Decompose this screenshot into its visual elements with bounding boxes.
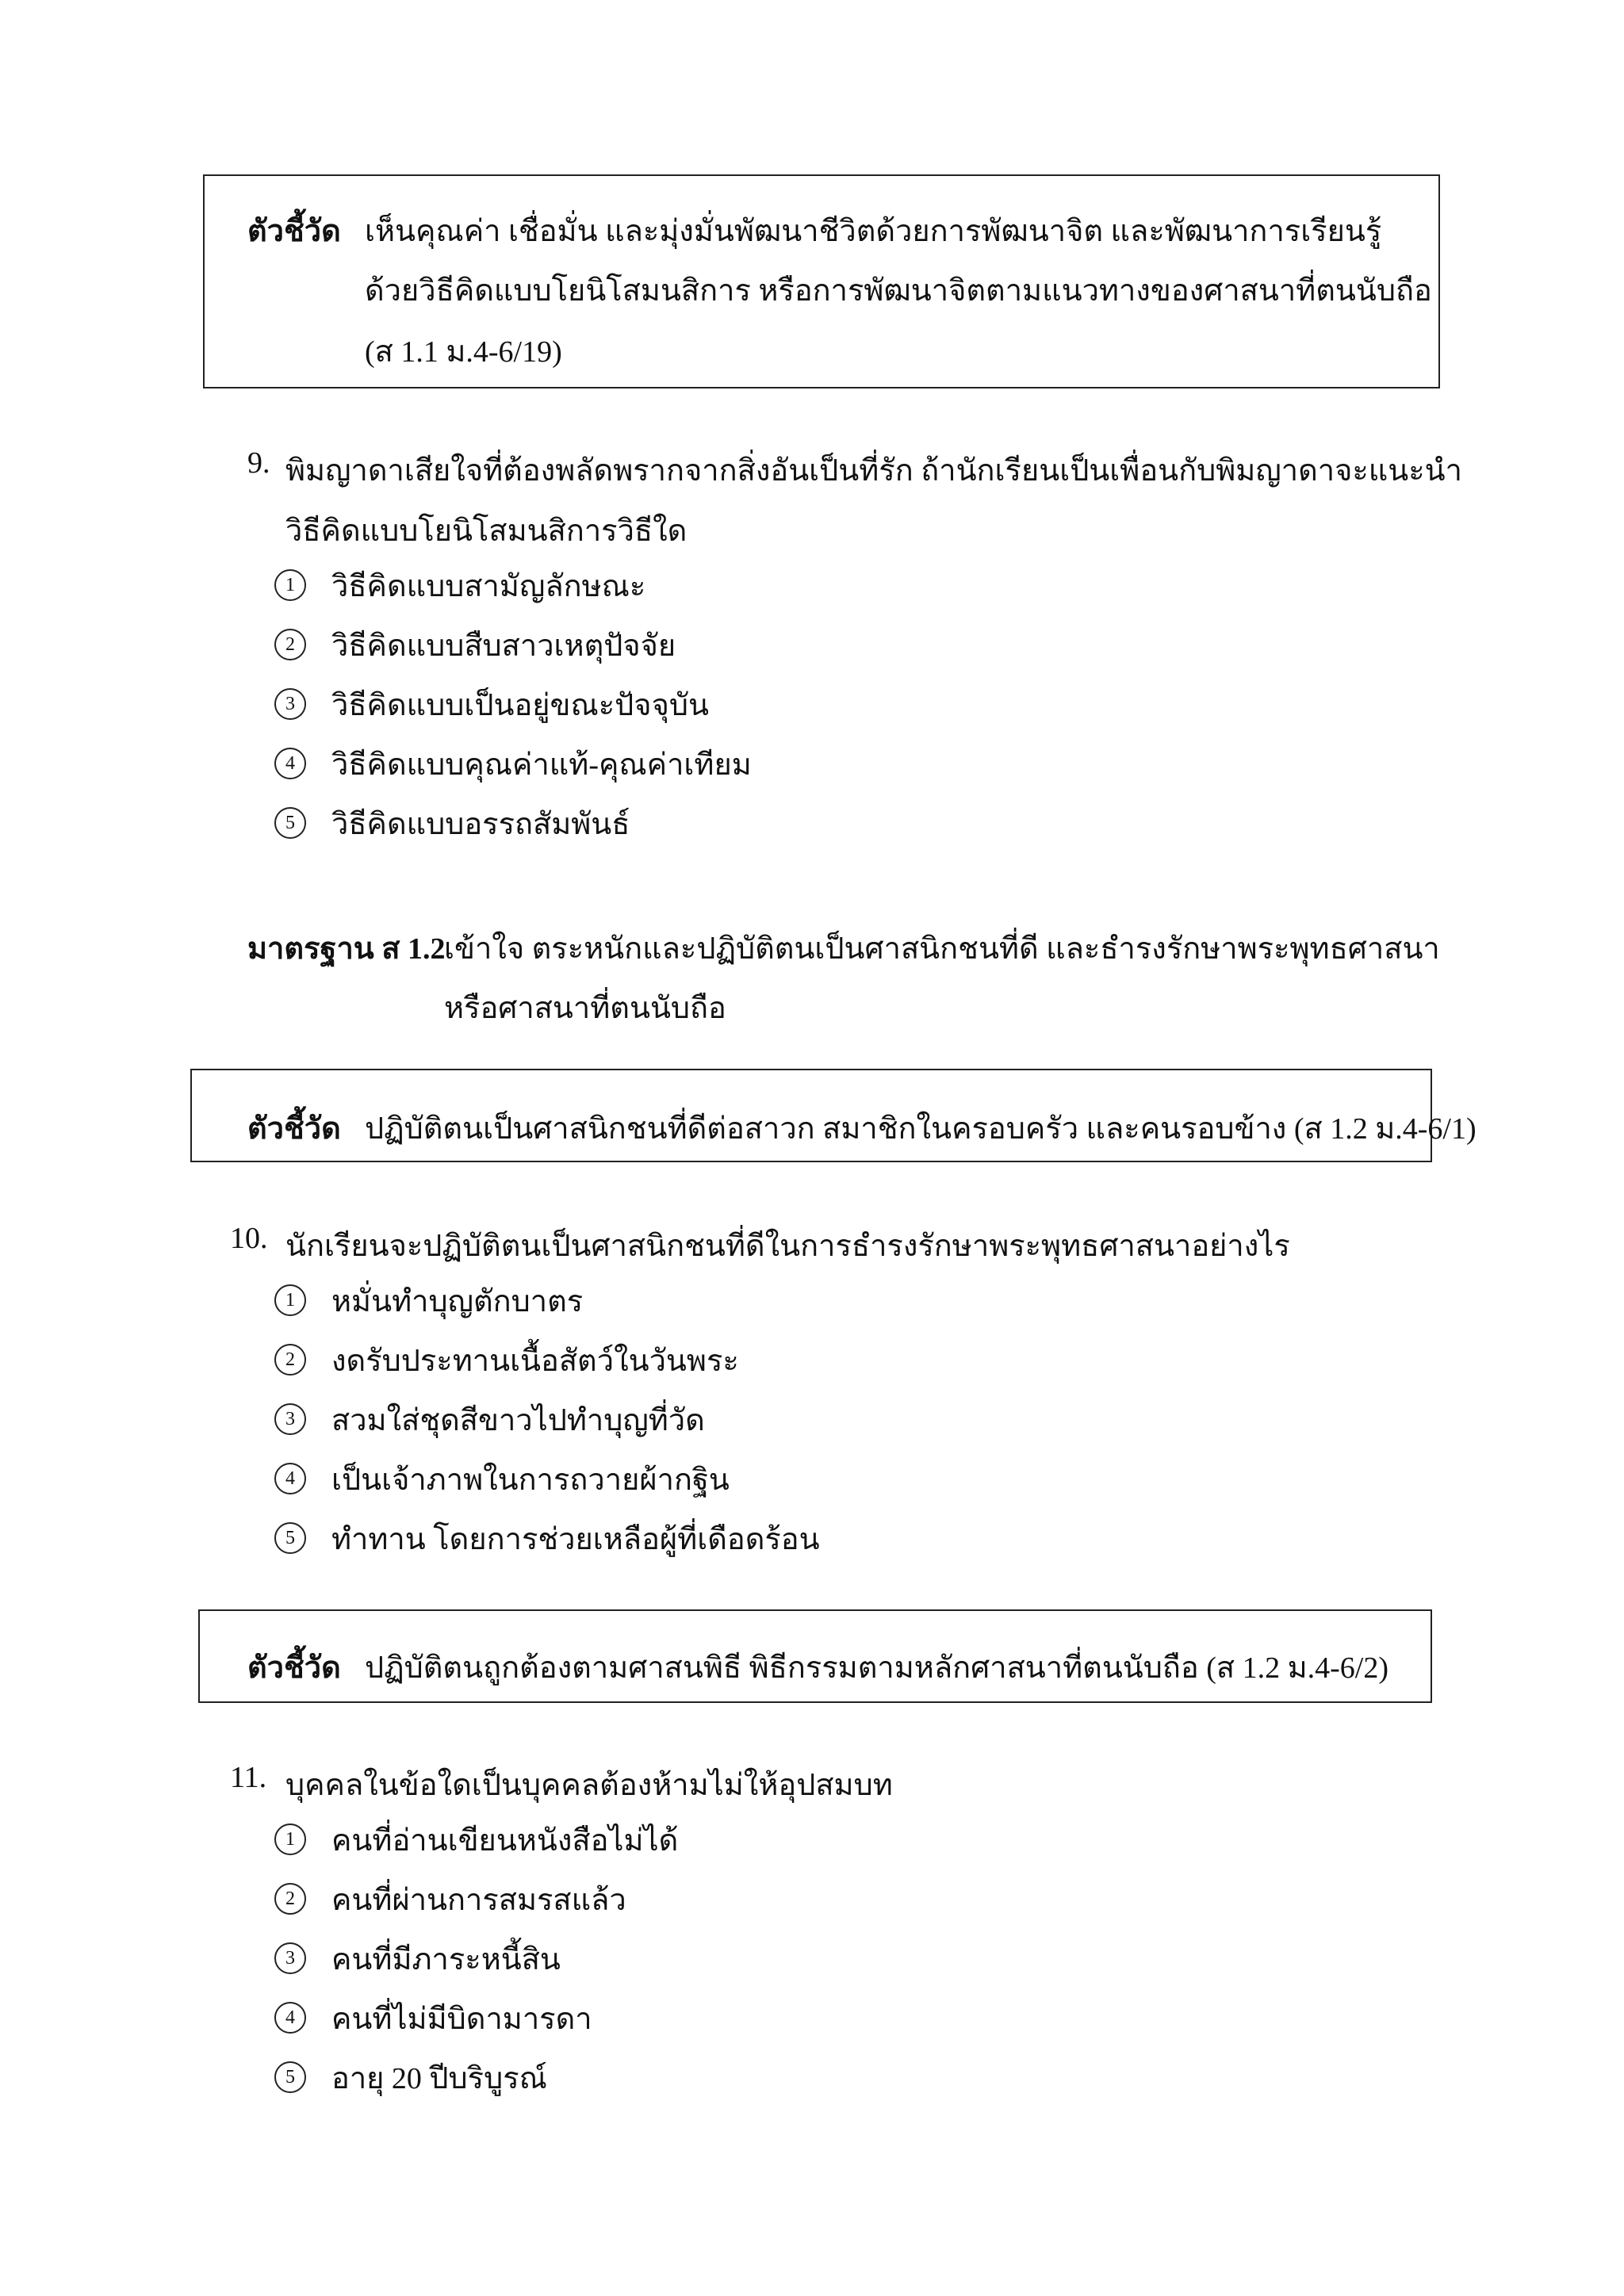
answer-option[interactable] — [274, 625, 676, 664]
option-number-circle: 1 — [274, 1823, 306, 1855]
answer-option[interactable] — [274, 1518, 820, 1558]
option-number-circle: 3 — [274, 688, 306, 720]
indicator-text: ปฏิบัติตนเป็นศาสนิกชนที่ดีต่อสาวก สมาชิกในครอบครัว และคนรอบข้าง (ส 1.2 ม.4-6/1) — [365, 1112, 1477, 1146]
question-number: 10. — [230, 1222, 268, 1255]
option-text: เป็นเจ้าภาพในการถวายผ้ากฐิน — [331, 1463, 730, 1497]
answer-option[interactable] — [274, 684, 709, 724]
answer-option[interactable] — [274, 744, 752, 783]
question-text-line-1: นักเรียนจะปฏิบัติตนเป็นศาสนิกชนที่ดีในการธำรงรักษาพระพุทธศาสนาอย่างไร — [285, 1230, 1290, 1263]
question-number: 9. — [247, 446, 270, 480]
answer-option[interactable] — [274, 1399, 705, 1439]
answer-option[interactable] — [274, 803, 630, 843]
standard-text-line-1: เข้าใจ ตระหนักและปฏิบัติตนเป็นศาสนิกชนที่ดี และธำรงรักษาพระพุทธศาสนา — [444, 932, 1440, 966]
answer-option[interactable] — [274, 1340, 739, 1380]
indicator-text-line-2: ด้วยวิธีคิดแบบโยนิโสมนสิการ หรือการพัฒนาจิตตามแนวทางของศาสนาที่ตนนับถือ — [365, 274, 1432, 308]
standard-label: มาตรฐาน ส 1.2 — [247, 932, 446, 966]
option-number-circle: 2 — [274, 629, 306, 660]
indicator-code: (ส 1.1 ม.4-6/19) — [365, 335, 562, 369]
option-text: วิธีคิดแบบเป็นอยู่ขณะปัจจุบัน — [331, 688, 709, 722]
option-number-circle: 1 — [274, 1284, 306, 1316]
indicator-label: ตัวชี้วัด — [247, 1112, 341, 1146]
indicator-label: ตัวชี้วัด — [247, 215, 341, 248]
option-text: ทำทาน โดยการช่วยเหลือผู้ที่เดือดร้อน — [331, 1522, 820, 1556]
option-text: วิธีคิดแบบอรรถสัมพันธ์ — [331, 807, 630, 841]
option-number-circle: 4 — [274, 1463, 306, 1494]
option-text: คนที่อ่านเขียนหนังสือไม่ได้ — [331, 1823, 679, 1858]
option-number-circle: 3 — [274, 1403, 306, 1435]
answer-option[interactable] — [274, 1459, 730, 1498]
option-text: งดรับประทานเนื้อสัตว์ในวันพระ — [331, 1344, 739, 1378]
answer-option[interactable] — [274, 1998, 592, 2038]
option-text: คนที่มีภาระหนี้สิน — [331, 1942, 561, 1976]
option-text: วิธีคิดแบบสามัญลักษณะ — [331, 569, 646, 603]
answer-option[interactable] — [274, 565, 645, 605]
answer-option[interactable] — [274, 1938, 561, 1978]
indicator-label: ตัวชี้วัด — [247, 1651, 341, 1685]
option-number-circle: 5 — [274, 1522, 306, 1554]
option-number-circle: 1 — [274, 569, 306, 601]
question-text-line-1: บุคคลในข้อใดเป็นบุคคลต้องห้ามไม่ให้อุปสมบท — [285, 1769, 893, 1802]
question-text-line-1: พิมญาดาเสียใจที่ต้องพลัดพรากจากสิ่งอันเป็นที่รัก ถ้านักเรียนเป็นเพื่อนกับพิมญาดาจะแนะนำ — [285, 454, 1462, 488]
question-number: 11. — [230, 1761, 267, 1794]
standard-text-line-2: หรือศาสนาที่ตนนับถือ — [444, 992, 726, 1025]
option-number-circle: 5 — [274, 2061, 306, 2093]
answer-option[interactable] — [274, 1879, 626, 1919]
indicator-text: ปฏิบัติตนถูกต้องตามศาสนพิธี พิธีกรรมตามหลักศาสนาที่ตนนับถือ (ส 1.2 ม.4-6/2) — [365, 1651, 1388, 1685]
option-text: อายุ 20 ปีบริบูรณ์ — [331, 2061, 547, 2095]
indicator-text-line-1: เห็นคุณค่า เชื่อมั่น และมุ่งมั่นพัฒนาชีวิตด้วยการพัฒนาจิต และพัฒนาการเรียนรู้ — [365, 215, 1382, 248]
question-text-line-2: วิธีคิดแบบโยนิโสมนสิการวิธีใด — [285, 515, 688, 548]
option-number-circle: 3 — [274, 1942, 306, 1974]
answer-option[interactable] — [274, 1280, 583, 1320]
option-number-circle: 2 — [274, 1883, 306, 1915]
option-text: วิธีคิดแบบคุณค่าแท้-คุณค่าเทียม — [331, 748, 752, 782]
option-number-circle: 4 — [274, 2002, 306, 2034]
answer-option[interactable] — [274, 1820, 678, 1859]
option-text: สวมใส่ชุดสีขาวไปทำบุญที่วัด — [331, 1403, 705, 1437]
option-text: วิธีคิดแบบสืบสาวเหตุปัจจัย — [331, 629, 676, 663]
option-number-circle: 5 — [274, 807, 306, 839]
option-text: หมั่นทำบุญตักบาตร — [331, 1284, 584, 1318]
option-number-circle: 2 — [274, 1344, 306, 1376]
option-number-circle: 4 — [274, 748, 306, 779]
answer-option[interactable] — [274, 2057, 547, 2097]
option-text: คนที่ผ่านการสมรสแล้ว — [331, 1883, 626, 1917]
option-text: คนที่ไม่มีบิดามารดา — [331, 2002, 592, 2036]
